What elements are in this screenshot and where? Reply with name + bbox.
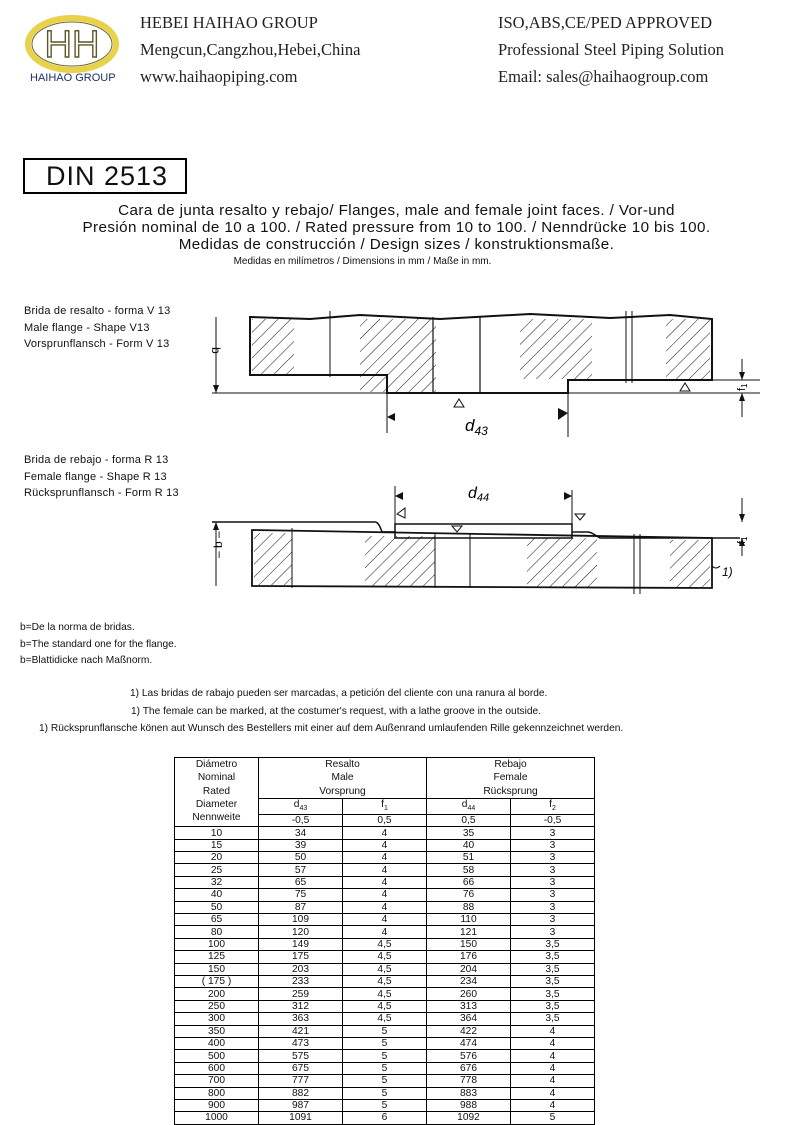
table-cell: 110 [427,914,511,926]
table-cell: 500 [175,1050,259,1062]
table-row [175,1062,595,1074]
table-cell: 4 [511,1025,595,1037]
sub-header-f2: $f_2$ [511,798,595,814]
table-cell: 4 [343,839,427,851]
male-d43-label: $d_{43}$ [465,416,488,438]
table-cell: 4 [343,827,427,839]
table-cell: 34 [259,827,343,839]
table-cell: 25 [175,864,259,876]
subtitle-line-1: Cara de junta resalto y rebajo/ Flanges, male and female joint faces. / Vor-und [118,202,675,219]
male-b-label: b [209,347,223,354]
company-website[interactable]: www.haihaopiping.com [140,67,298,86]
company-name: HEBEI HAIHAO GROUP [140,13,318,32]
table-cell: 474 [427,1037,511,1049]
table-cell: 35 [427,827,511,839]
table-cell: 883 [427,1087,511,1099]
table-row [175,876,595,888]
table-cell: 3,5 [511,938,595,950]
female-b-label: – b – [211,531,225,558]
table-row [175,1037,595,1049]
table-cell: 987 [259,1099,343,1111]
tolerance-cell: 0,5 [343,814,427,826]
table-row [175,926,595,938]
table-cell: 3 [511,876,595,888]
company-address: Mengcun,Cangzhou,Hebei,China [140,40,361,59]
male-label-de: Vorsprunflansch - Form V 13 [24,338,170,351]
table-cell: 120 [259,926,343,938]
footnotes [39,685,790,738]
table-cell: 75 [259,889,343,901]
b-notes [20,620,177,670]
table-cell: 100 [175,938,259,950]
table-row [175,976,595,988]
subtitle-line-3: Medidas de construcción / Design sizes / konstruktionsmaße. [178,236,615,253]
table-cell: 600 [175,1062,259,1074]
male-section-hatch-1 [252,319,294,374]
table-row [175,1099,595,1111]
company-logo [22,10,122,90]
table-row [175,1050,595,1062]
table-cell: 3 [511,901,595,913]
table-cell: 4 [343,901,427,913]
table-cell: 4 [343,889,427,901]
table-cell: 3,5 [511,951,595,963]
groove-note-mark: 1) [722,565,733,579]
table-cell: 200 [175,988,259,1000]
units-note: Medidas en milímetros / Dimensions in mm / Maße in mm. [233,256,492,267]
table-cell: 65 [175,914,259,926]
table-cell: 58 [427,864,511,876]
table-cell: 800 [175,1087,259,1099]
table-cell: 778 [427,1075,511,1087]
male-flange-drawing [200,295,760,445]
table-cell: 1092 [427,1112,511,1124]
table-cell: 10 [175,827,259,839]
table-cell: 900 [175,1099,259,1111]
table-cell: 5 [343,1050,427,1062]
table-row [175,889,595,901]
document-title: DIN 2513 [23,158,187,194]
female-label-en: Female flange - Shape R 13 [24,470,167,483]
table-cell: 300 [175,1013,259,1025]
table-cell: 5 [343,1037,427,1049]
email-text[interactable]: Email: sales@haihaogroup.com [498,67,709,86]
table-cell: 4,5 [343,976,427,988]
dimensions-table [174,757,595,1125]
table-cell: 5 [343,1099,427,1111]
table-cell: 109 [259,914,343,926]
table-cell: 882 [259,1087,343,1099]
table-row [175,852,595,864]
table-row [175,1013,595,1025]
table-cell: 4 [511,1050,595,1062]
table-cell: 576 [427,1050,511,1062]
table-cell: 988 [427,1099,511,1111]
female-label-es: Brida de rebajo - forma R 13 [24,454,169,466]
table-cell: 422 [427,1025,511,1037]
table-cell: 234 [427,976,511,988]
table-cell: 3,5 [511,988,595,1000]
table-cell: 203 [259,963,343,975]
b-note-de: b=Blattidicke nach Maßnorm. [20,655,153,666]
male-flange-labels [24,303,170,353]
sub-header-d43: $d_{43}$ [259,798,343,814]
table-cell: 4 [343,926,427,938]
table-row [175,938,595,950]
table-cell: 4 [511,1062,595,1074]
table-cell: 3 [511,864,595,876]
table-cell: 76 [427,889,511,901]
table-cell: 88 [427,901,511,913]
female-flange-labels [24,452,179,502]
b-note-es: b=De la norma de bridas. [20,622,135,633]
table-cell: 3,5 [511,1000,595,1012]
female-surface-mark-2 [452,526,462,532]
table-row [175,951,595,963]
footnote-es: 1) Las bridas de rabajo pueden ser marcadas, a petición del cliente con una ranura al borde. [130,688,548,699]
table-cell: 32 [175,876,259,888]
table-cell: 5 [343,1025,427,1037]
logo-caption: HAIHAO GROUP [30,72,116,84]
female-f1-label: f1 [736,536,749,544]
male-surface-mark-2 [680,383,690,391]
footnote-en: 1) The female can be marked, at the costumer's request, with a lathe groove in the outside. [131,705,542,717]
table-cell: 350 [175,1025,259,1037]
table-cell: 260 [427,988,511,1000]
female-section-hatch-1 [254,533,292,585]
table-cell: 149 [259,938,343,950]
table-cell: 400 [175,1037,259,1049]
table-cell: 65 [259,876,343,888]
table-cell: 51 [427,852,511,864]
table-cell: 4,5 [343,963,427,975]
subtitle-line-2: Presión nominal de 10 a 100. / Rated pressure from 10 to 100. / Nenndrücke 10 bis 100. [82,219,711,236]
table-cell: 125 [175,951,259,963]
table-cell: 150 [427,938,511,950]
table-cell: 676 [427,1062,511,1074]
table-cell: 473 [259,1037,343,1049]
table-cell: 57 [259,864,343,876]
table-cell: 4 [343,852,427,864]
table-cell: 363 [259,1013,343,1025]
table-row [175,1075,595,1087]
approvals-text: ISO,ABS,CE/PED APPROVED [498,13,713,32]
table-row [175,1000,595,1012]
table-cell: ( 175 ) [175,976,259,988]
table-cell: 80 [175,926,259,938]
table-cell: 4 [511,1099,595,1111]
sub-header-f1: $f_1$ [343,798,427,814]
female-label-de: Rücksprunflansch - Form R 13 [24,487,179,500]
table-cell: 87 [259,901,343,913]
table-cell: 3,5 [511,1013,595,1025]
male-section-hatch-3 [520,319,592,379]
table-cell: 66 [427,876,511,888]
table-cell: 364 [427,1013,511,1025]
nominal-diameter-header: Diámetro Nominal Rated Diameter Nennweite [175,758,259,827]
table-cell: 4 [511,1087,595,1099]
table-row [175,1087,595,1099]
table-row [175,963,595,975]
table-cell: 4,5 [343,938,427,950]
table-cell: 312 [259,1000,343,1012]
table-cell: 1000 [175,1112,259,1124]
table-cell: 15 [175,839,259,851]
female-section-hatch-4 [670,540,710,587]
table-cell: 50 [175,901,259,913]
table-cell: 3 [511,827,595,839]
table-cell: 313 [427,1000,511,1012]
table-cell: 3,5 [511,976,595,988]
female-section-hatch-2 [365,536,435,586]
table-cell: 4,5 [343,951,427,963]
table-cell: 175 [259,951,343,963]
table-cell: 50 [259,852,343,864]
table-cell: 700 [175,1075,259,1087]
table-cell: 40 [175,889,259,901]
male-f1-label: f1 [736,383,749,391]
table-cell: 5 [511,1112,595,1124]
table-cell: 121 [427,926,511,938]
table-row [175,1112,595,1124]
table-cell: 4,5 [343,988,427,1000]
female-header: Rebajo Female Rücksprung [427,758,595,799]
table-row [175,827,595,839]
female-surface-mark-3 [575,514,585,520]
table-cell: 40 [427,839,511,851]
male-label-en: Male flange - Shape V13 [24,321,150,334]
company-info [140,9,360,90]
table-cell: 5 [343,1075,427,1087]
table-row [175,901,595,913]
table-cell: 4,5 [343,1013,427,1025]
male-surface-mark-1 [454,399,464,407]
table-cell: 6 [343,1112,427,1124]
female-d44-label: d44 [468,485,490,504]
male-flange-outline [250,314,712,393]
table-cell: 4 [343,864,427,876]
table-cell: 4 [343,914,427,926]
company-contact [498,9,724,90]
table-cell: 233 [259,976,343,988]
table-cell: 20 [175,852,259,864]
table-row [175,988,595,1000]
table-row [175,914,595,926]
table-cell: 4 [511,1075,595,1087]
male-header: Resalto Male Vorsprung [259,758,427,799]
table-cell: 675 [259,1062,343,1074]
table-cell: 3 [511,889,595,901]
table-cell: 39 [259,839,343,851]
table-cell: 259 [259,988,343,1000]
female-section-hatch-3 [527,538,597,587]
table-cell: 3 [511,914,595,926]
table-cell: 1091 [259,1112,343,1124]
table-cell: 3 [511,839,595,851]
tolerance-cell: -0,5 [511,814,595,826]
male-section-hatch-4 [666,319,710,379]
female-flange-drawing [200,478,760,602]
table-row [175,839,595,851]
table-row [175,1025,595,1037]
table-cell: 4 [511,1037,595,1049]
table-cell: 5 [343,1062,427,1074]
table-cell: 150 [175,963,259,975]
table-cell: 3 [511,926,595,938]
table-cell: 3,5 [511,963,595,975]
table-cell: 176 [427,951,511,963]
table-cell: 777 [259,1075,343,1087]
table-cell: 204 [427,963,511,975]
b-note-en: b=The standard one for the flange. [20,638,177,650]
male-label-es: Brida de resalto - forma V 13 [24,305,171,317]
table-cell: 575 [259,1050,343,1062]
table-cell: 5 [343,1087,427,1099]
table-cell: 4 [343,876,427,888]
footnote-de: 1) Rücksprunflansche könen aut Wunsch des Bestellers mit einer auf dem Außenrand umlaufenden Rille gekennzeichnet werden. [39,723,624,734]
table-cell: 250 [175,1000,259,1012]
table-cell: 421 [259,1025,343,1037]
logo-letters: HH [44,24,100,66]
table-cell: 4,5 [343,1000,427,1012]
sub-header-d44: $d_{44}$ [427,798,511,814]
table-cell: 3 [511,852,595,864]
tolerance-cell: -0,5 [259,814,343,826]
male-section-hatch-2 [360,319,436,392]
slogan-text: Professional Steel Piping Solution [498,40,724,59]
female-surface-mark-1 [397,508,405,518]
tolerance-cell: 0,5 [427,814,511,826]
table-row [175,864,595,876]
